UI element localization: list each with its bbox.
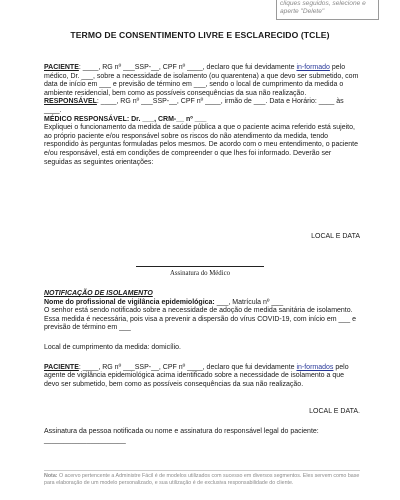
medico-responsavel: MÉDICO RESPONSÁVEL: Dr. ___, CRM-__ nº ___ xyxy=(44,115,207,123)
paciente-text-b: pelo médico, Dr. ___, sobre a necessidade de isolamento (ou quarentena) a que devo ser submetido, com data de início em ___ e previsão de término em ___, sendo o local de cumprimento da medida o ambiente residencial, bem como as possíveis consequências da sua não realização. xyxy=(44,64,359,97)
local-e-data-1: LOCAL E DATA xyxy=(311,233,360,240)
footer-note xyxy=(44,473,360,487)
paciente-label: PACIENTE xyxy=(44,64,79,71)
explicacao-paragraph: Expliquei o funcionamento da medida de saúde pública a que o paciente acima referido está sujeito, ao próprio paciente e/ou responsável sobre os riscos do não atendimento da medida, tendo respondido às perguntas formuladas pelos mesmos. De acordo com o meu entendimento, o paciente e/ou responsável, está em condições de compreender o que lhes foi informado. Deverão ser seguidas as seguintes orientações: xyxy=(44,124,359,166)
agent-line xyxy=(44,299,360,308)
local-cumprimento: Local de cumprimento da medida: domicílio. xyxy=(44,343,181,351)
notificacao-heading: NOTIFICAÇÃO DE ISOLAMENTO xyxy=(44,290,153,297)
informado-link[interactable]: in-formado xyxy=(296,64,330,71)
medico-signature-line xyxy=(136,266,264,267)
agent-rest: ___, Matrícula nº ___ xyxy=(214,298,284,306)
medico-signature-caption: Assinatura do Médico xyxy=(169,270,231,277)
notificacao-text: O senhor está sendo notificado sobre a necessidade de adoção de medida sanitária de isolamento. Essa medida é necessária, pois visa a prevenir a dispersão do vírus COVID-19, com início em ___ e previsão de término em ___ xyxy=(44,307,357,332)
paciente2-text-b: pelo agente de vigilância epidemiológica acima identificado sobre a necessidade de isolamento a que devo ser submetido, bem como as possíveis consequências da sua não realização. xyxy=(44,363,349,388)
nota-text: O acervo pertencente a Administre Fácil é de modelos utilizados com sucesso em diversos segmentos. Eles servem como base para elaboração de um modelo personalizado, e sua utilização é de exclusiva responsabilidade do cliente. xyxy=(44,473,360,486)
paciente-paragraph xyxy=(44,64,360,98)
footer-divider xyxy=(44,470,360,471)
local-e-data-2: LOCAL E DATA. xyxy=(309,408,360,415)
agent-label: Nome do profissional de vigilância epidemiológica: xyxy=(44,298,215,306)
responsavel-paragraph xyxy=(44,98,360,115)
paciente2-label: PACIENTE xyxy=(44,363,79,371)
responsavel-label: RESPONSÁVEL xyxy=(44,98,97,106)
paciente2-paragraph xyxy=(44,364,360,390)
document-title: TERMO DE CONSENTIMENTO LIVRE E ESCLARECIDO (TCLE) xyxy=(70,30,330,40)
assinatura-final: Assinatura da pessoa notificada ou nome e assinatura do responsável legal do paciente: _____________________ xyxy=(44,428,319,444)
instruction-text: cliques seguidos, selecione e aperte "Delete" xyxy=(280,0,366,15)
paciente-section xyxy=(44,64,360,167)
notificacao-section xyxy=(44,290,360,389)
paciente2-text-a: : ____, RG nº ___SSP-__, CPF nº ____, declaro que fui devidamente xyxy=(78,363,297,371)
informados-link[interactable]: in-formados xyxy=(296,363,334,371)
nota-label: Nota: xyxy=(44,473,58,479)
instruction-tooltip xyxy=(276,0,379,20)
responsavel-text: : ____, RG nº ___SSP-__, CPF nº ____, irmão de ___. Data e Horário: ____ às ____. xyxy=(44,98,344,114)
paciente-text-a: : ____, RG nº ___SSP-__, CPF nº ____, declaro que fui devidamente xyxy=(78,64,297,71)
